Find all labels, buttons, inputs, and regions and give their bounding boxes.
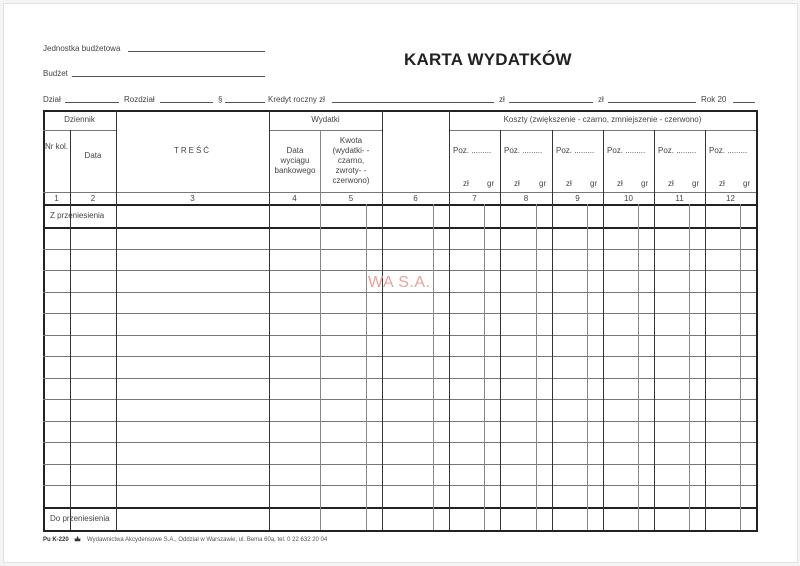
- table-row-line: [43, 464, 756, 465]
- footer: [43, 535, 327, 543]
- header-koszty: Koszty (zwiększenie - czarno, zmniejszenie - czerwono): [503, 115, 702, 124]
- table-row-line: [43, 399, 756, 400]
- carry-in-row-bottom: [43, 227, 756, 229]
- table-border-bottom: [43, 530, 758, 532]
- field-zl-2[interactable]: [608, 102, 696, 103]
- label-rok: Rok 20: [701, 95, 727, 104]
- header-zl: zł: [514, 179, 520, 188]
- column-number: 5: [348, 194, 354, 203]
- header-poz: Poz. .........: [556, 146, 595, 155]
- col-5-inner: [366, 204, 367, 530]
- form-code: Pu K-220: [43, 537, 69, 543]
- field-budzet[interactable]: [72, 76, 265, 77]
- header-gr: gr: [641, 179, 649, 188]
- field-paragraf[interactable]: [225, 102, 265, 103]
- label-zl-1: zł: [499, 95, 505, 104]
- header-poz: Poz. .........: [658, 146, 697, 155]
- header-data-wyciagu: Data wyciągu bankowego: [274, 146, 316, 175]
- col-line-4-5: [320, 130, 321, 530]
- header-poz: Poz. .........: [607, 146, 646, 155]
- header-zl: zł: [566, 179, 572, 188]
- column-number: 2: [90, 194, 96, 203]
- table-border-top: [43, 110, 758, 112]
- header-line-wydatki: [269, 130, 382, 131]
- table-row-line: [43, 442, 756, 443]
- publisher-info: Wydawnictwa Akcydensowe S.A., Oddział w Warszawie, ul. Bema 60a, tel. 0 22 632 20 04: [87, 537, 328, 543]
- table-border-left: [43, 110, 45, 532]
- label-budzet: Budżet: [43, 69, 68, 78]
- koszty-gr-line: [689, 204, 690, 530]
- col-line-5-6: [382, 110, 383, 530]
- header-wydatki: Wydatki: [311, 115, 340, 124]
- header-gr: gr: [743, 179, 751, 188]
- header-data: Data: [84, 151, 102, 160]
- column-number: 4: [292, 194, 297, 203]
- koszty-gr-line: [587, 204, 588, 530]
- row-label-z-przeniesienia: Z przeniesienia: [50, 211, 105, 220]
- table-row-line: [43, 249, 756, 250]
- row-label-do-przeniesienia: Do przeniesienia: [50, 514, 110, 523]
- header-poz: Poz. .........: [504, 146, 543, 155]
- field-kredyt[interactable]: [332, 102, 494, 103]
- column-number: 10: [624, 194, 633, 203]
- koszty-gr-line: [740, 204, 741, 530]
- header-poz: Poz. .........: [709, 146, 748, 155]
- header-dziennik: Dziennik: [64, 115, 95, 124]
- table-row-line: [43, 313, 756, 314]
- table-border-right: [756, 110, 758, 532]
- table-row-line: [43, 270, 756, 271]
- column-number: 12: [726, 194, 735, 203]
- table-row-line: [43, 292, 756, 293]
- numbers-row-bottom: [43, 204, 756, 206]
- koszty-gr-line: [484, 204, 485, 530]
- column-number: 11: [675, 194, 684, 203]
- field-zl-1[interactable]: [509, 102, 593, 103]
- page-title: KARTA WYDATKÓW: [404, 50, 572, 69]
- col-line-nr-data: [70, 130, 71, 530]
- col-line-data-tresc: [116, 110, 117, 530]
- col-line-6-7: [449, 110, 450, 530]
- header-zl: zł: [719, 179, 725, 188]
- field-rok[interactable]: [733, 102, 755, 103]
- col-line-koszty-group: [705, 130, 706, 530]
- col-6-inner: [433, 204, 434, 530]
- koszty-gr-line: [638, 204, 639, 530]
- header-tresc: TREŚĆ: [173, 146, 212, 155]
- col-line-koszty-group: [654, 130, 655, 530]
- label-paragraf: §: [218, 95, 223, 104]
- column-number: 8: [523, 194, 529, 203]
- column-number: 9: [575, 194, 580, 203]
- header-zl: zł: [463, 179, 469, 188]
- table-row-line: [43, 335, 756, 336]
- col-line-koszty-group: [552, 130, 553, 530]
- label-rozdzial: Rozdział: [124, 95, 155, 104]
- carry-out-row-top: [43, 507, 756, 509]
- table-row-line: [43, 485, 756, 486]
- header-poz: Poz. .........: [453, 146, 492, 155]
- label-kredyt: Kredyt roczny zł: [268, 95, 325, 104]
- label-jednostka: Jednostka budżetowa: [43, 44, 121, 53]
- koszty-gr-line: [536, 204, 537, 530]
- header-gr: gr: [590, 179, 598, 188]
- header-bottom-line: [43, 192, 756, 193]
- column-number: 6: [413, 194, 418, 203]
- table-row-line: [43, 356, 756, 357]
- column-number: 1: [54, 194, 59, 203]
- header-line-dziennik: [43, 130, 116, 131]
- col-line-koszty-group: [603, 130, 604, 530]
- field-rozdzial[interactable]: [160, 102, 213, 103]
- header-gr: gr: [487, 179, 495, 188]
- watermark: WA S.A.: [368, 274, 431, 291]
- header-zl: zł: [617, 179, 623, 188]
- field-jednostka[interactable]: [128, 51, 265, 52]
- column-number: 7: [472, 194, 477, 203]
- col-line-tresc-4: [269, 110, 270, 530]
- label-dzial: Dział: [43, 95, 61, 104]
- header-gr: gr: [692, 179, 700, 188]
- header-kwota: Kwota (wydatki- -czarno, zwroty- -czerwono): [332, 136, 370, 185]
- label-zl-2: zł: [598, 95, 604, 104]
- header-nr-kol: Nr kol.: [44, 142, 69, 151]
- col-line-koszty-group: [500, 130, 501, 530]
- header-zl: zł: [668, 179, 674, 188]
- column-number: 3: [190, 194, 195, 203]
- table-row-line: [43, 378, 756, 379]
- header-gr: gr: [539, 179, 547, 188]
- table-row-line: [43, 421, 756, 422]
- field-dzial[interactable]: [65, 102, 119, 103]
- publisher-logo-icon: [74, 535, 81, 542]
